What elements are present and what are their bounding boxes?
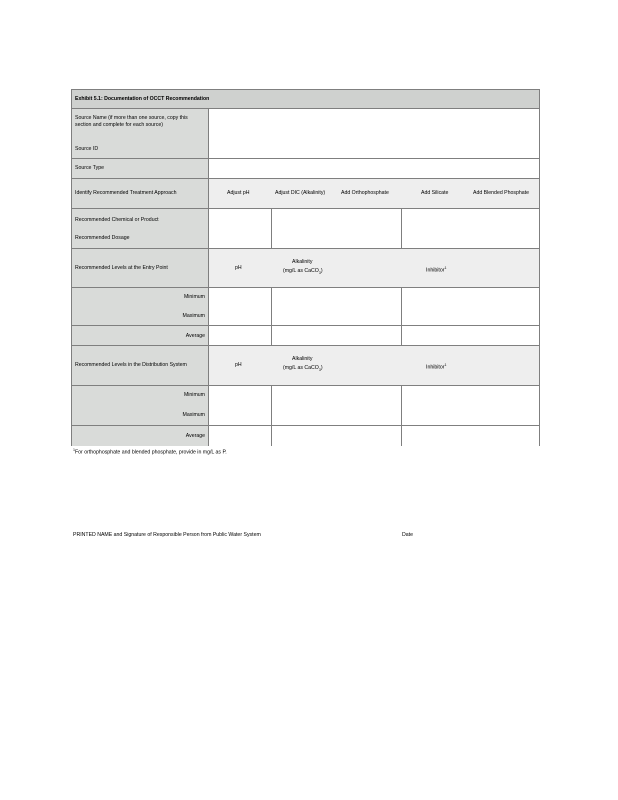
chemical-field-3[interactable] [401, 209, 539, 248]
distribution-average-row [71, 426, 540, 446]
entry-point-inhibitor-minmax[interactable] [401, 288, 539, 325]
distribution-maximum-label: Maximum [182, 412, 205, 418]
entry-point-ph-minmax[interactable] [209, 288, 271, 325]
distribution-alkalinity: Alkalinity [292, 356, 313, 362]
distribution-inhibitor-average[interactable] [401, 426, 539, 446]
entry-point-minmax-row [71, 288, 540, 326]
source-name-label-cell [72, 109, 209, 158]
signature-label: PRINTED NAME and Signature of Responsible Person from Public Water System [73, 532, 261, 538]
dosage-label: Recommended Dosage [75, 235, 130, 241]
distribution-alkalinity-minmax[interactable] [271, 386, 401, 425]
distribution-minimum-label: Minimum [183, 392, 205, 398]
source-name-row [71, 109, 540, 159]
entry-point-alkalinity-minmax[interactable] [271, 288, 401, 325]
chemical-field-1[interactable] [209, 209, 271, 248]
entry-point-average-row [71, 326, 540, 346]
approach-add-silicate[interactable]: Add Silicate [421, 190, 449, 196]
treatment-approach-label: Identify Recommended Treatment Approach [72, 179, 209, 208]
entry-point-header-row [71, 249, 540, 288]
table-title-row [71, 89, 540, 109]
distribution-header-row [71, 346, 540, 386]
distribution-ph: pH [235, 362, 242, 368]
source-type-row [71, 159, 540, 179]
distribution-average-label-cell [72, 426, 209, 446]
entry-point-inhibitor: Inhibitor$^1$ [426, 266, 447, 274]
chemical-dosage-label-cell [72, 209, 209, 248]
entry-point-alkalinity-unit: (mg/L as CaCO$_3$) [283, 268, 323, 276]
approach-options [209, 179, 539, 208]
source-id-label: Source ID [75, 146, 99, 152]
approach-adjust-dic[interactable]: Adjust DIC (Alkalinity) [275, 190, 326, 196]
table-title: Exhibit 5.1: Documentation of OCCT Recommendation [72, 89, 539, 108]
chemical-label: Recommended Chemical or Product [75, 217, 159, 223]
distribution-ph-average[interactable] [209, 426, 271, 446]
entry-point-minmax-labels [72, 288, 209, 325]
distribution-inhibitor: Inhibitor$^1$ [426, 363, 447, 371]
entry-point-maximum-label: Maximum [182, 313, 205, 319]
entry-point-alkalinity: Alkalinity [292, 259, 313, 265]
approach-adjust-ph[interactable]: Adjust pH [227, 190, 250, 196]
distribution-params [209, 346, 539, 385]
chemical-field-2[interactable] [271, 209, 401, 248]
source-name-label: Source Name (if more than one source, copy this section and complete for each source) [75, 115, 188, 128]
distribution-average-label: Average [185, 433, 205, 439]
distribution-alkalinity-unit: (mg/L as CaCO$_3$) [283, 365, 323, 373]
source-type-field[interactable] [209, 159, 539, 178]
entry-point-ph: pH [235, 265, 242, 271]
distribution-minmax-labels [72, 386, 209, 425]
source-type-label: Source Type [72, 159, 209, 178]
entry-point-ph-average[interactable] [209, 326, 271, 345]
entry-point-params [209, 249, 539, 287]
distribution-minmax-row [71, 386, 540, 426]
distribution-alkalinity-average[interactable] [271, 426, 401, 446]
source-name-field[interactable] [209, 109, 539, 158]
entry-point-minimum-label: Minimum [183, 294, 205, 300]
entry-point-inhibitor-average[interactable] [401, 326, 539, 345]
approach-add-orthophosphate[interactable]: Add Orthophosphate [341, 190, 389, 196]
chemical-dosage-row [71, 209, 540, 249]
table-footnote: $^1$For orthophosphate and blended phosphate, provide in mg/L as P. [73, 448, 227, 456]
distribution-ph-minmax[interactable] [209, 386, 271, 425]
entry-point-label: Recommended Levels at the Entry Point [72, 249, 209, 287]
occt-documentation-table [71, 89, 540, 446]
approach-add-blended-phosphate[interactable]: Add Blended Phosphate [473, 190, 529, 196]
entry-point-average-label: Average [185, 333, 205, 339]
date-label: Date [402, 532, 413, 538]
treatment-approach-row [71, 179, 540, 209]
entry-point-average-label-cell [72, 326, 209, 345]
distribution-label: Recommended Levels in the Distribution System [72, 346, 209, 385]
entry-point-alkalinity-average[interactable] [271, 326, 401, 345]
distribution-inhibitor-minmax[interactable] [401, 386, 539, 425]
